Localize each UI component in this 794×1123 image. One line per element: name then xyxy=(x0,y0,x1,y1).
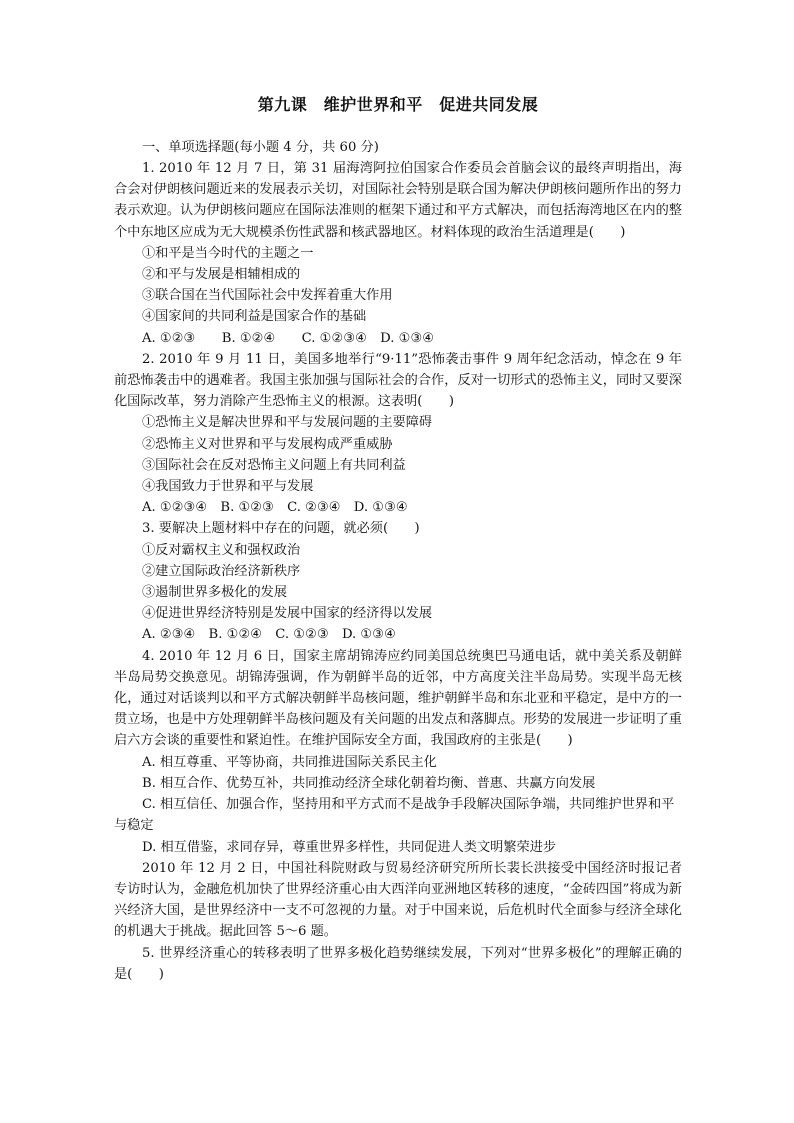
q1-option-2: ②和平与发展是相辅相成的 xyxy=(142,267,301,283)
q1-option-4: ④国家间的共同利益是国家合作的基础 xyxy=(142,309,367,325)
q2-option-3: ③国际社会在反对恐怖主义问题上有共同利益 xyxy=(142,457,406,473)
q4-option-d: D. 相互借鉴，求同存异，尊重世界多样性，共同促进人类文明繁荣进步 xyxy=(142,839,557,855)
q3-choices: A. ②③④ B. ①②④ C. ①②③ D. ①③④ xyxy=(142,627,396,643)
document-page xyxy=(114,92,682,985)
q1-option-3: ③联合国在当代国际社会中发挥着重大作用 xyxy=(142,288,393,304)
q3-option-4: ④促进世界经济特别是发展中国家的经济得以发展 xyxy=(142,606,433,622)
material-paragraph: 2010 年 12 月 2 日，中国社科院财政与贸易经济研究所所长裴长洪接受中国经济时报记者专访时认为，金融危机加快了世界经济重心由大西洋向亚洲地区转移的速度，“金砖四国”将成为新兴经济大国，是世界经济中一支不可忽视的力量。对于中国来说，后危机时代全面参与经济全球化的机遇大于挑战。据此回答 5～6 题。 xyxy=(114,860,682,940)
q3-option-3: ③遏制世界多极化的发展 xyxy=(142,585,288,601)
q4-option-b: B. 相互合作、优势互补，共同推动经济全球化朝着均衡、普惠、共赢方向发展 xyxy=(142,775,596,791)
q5-stem: 5. 世界经济重心的转移表明了世界多极化趋势继续发展，下列对“世界多极化”的理解正确的是( ) xyxy=(114,945,682,982)
q2-option-4: ④我国致力于世界和平与发展 xyxy=(142,479,314,495)
q2-option-1: ①恐怖主义是解决世界和平与发展问题的主要障碍 xyxy=(142,415,433,431)
section-header: 一、单项选择题(每小题 4 分，共 60 分) xyxy=(142,140,379,155)
q3-stem: 3. 要解决上题材料中存在的问题，就必须( ) xyxy=(142,521,420,537)
page-title: 第九课 维护世界和平 促进共同发展 xyxy=(257,95,539,114)
q4-option-a: A. 相互尊重、平等协商，共同推进国际关系民主化 xyxy=(142,754,437,770)
q4-stem: 4. 2010 年 12 月 6 日，国家主席胡锦涛应约同美国总统奥巴马通电话，就中美关系及朝鲜半岛局势交换意见。胡锦涛强调，作为朝鲜半岛的近邻，中方高度关注半岛局势。实现半岛无核化，通过对话谈判以和平方式解决朝鲜半岛核问题，维护朝鲜半岛和东北亚和平稳定，是中方的一贯立场，也是中方处理朝鲜半岛核问题及有关问题的出发点和落脚点。形势的发展进一步证明了重启六方会谈的重要性和紧迫性。在维护国际安全方面，我国政府的主张是( ) xyxy=(114,648,682,749)
q1-choices: A. ①②③ B. ①②④ C. ①②③④ D. ①③④ xyxy=(142,330,435,346)
q2-stem: 2. 2010 年 9 月 11 日，美国多地举行“9·11”恐怖袭击事件 9 周年纪念活动，悼念在 9 年前恐怖袭击中的遇难者。我国主张加强与国际社会的合作，反对一切形式的恐怖主义，同时又要深化国际改革，努力消除产生恐怖主义的根源。这表明( ) xyxy=(114,351,682,410)
q1-stem: 1. 2010 年 12 月 7 日，第 31 届海湾阿拉伯国家合作委员会首脑会议的最终声明指出，海合会对伊朗核问题近来的发展表示关切，对国际社会特别是联合国为解决伊朗核问题所作出的努力表示欢迎。认为伊朗核问题应在国际法准则的框架下通过和平方式解决，而包括海湾地区在内的整个中东地区应成为无大规模杀伤性武器和核武器地区。材料体现的政治生活道理是( ) xyxy=(114,161,682,240)
q3-option-1: ①反对霸权主义和强权政治 xyxy=(142,542,301,558)
q3-option-2: ②建立国际政治经济新秩序 xyxy=(142,563,301,579)
q2-choices: A. ①②③④ B. ①②③ C. ②③④ D. ①③④ xyxy=(142,500,408,516)
q2-option-2: ②恐怖主义对世界和平与发展构成严重威胁 xyxy=(142,436,393,452)
q1-option-1: ①和平是当今时代的主题之一 xyxy=(142,245,314,261)
q4-option-c: C. 相互信任、加强合作，坚持用和平方式而不是战争手段解决国际争端，共同维护世界和平与稳定 xyxy=(114,797,675,834)
